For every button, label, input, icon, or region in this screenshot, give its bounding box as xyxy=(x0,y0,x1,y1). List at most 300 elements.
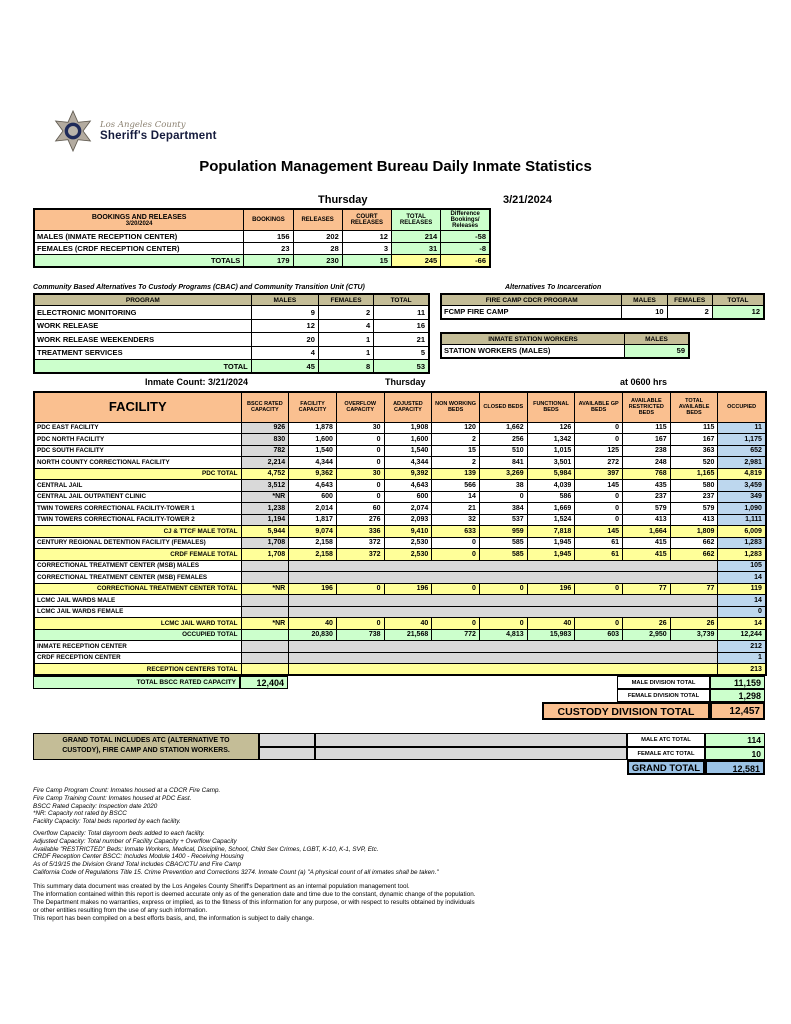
facility-table xyxy=(33,391,767,676)
footnote-line: Fire Camp Training Count: Inmates housed at PDC East. xyxy=(33,794,192,802)
cell: 2,158 xyxy=(289,537,337,549)
cell: 11 xyxy=(374,306,429,320)
grand-total-section xyxy=(33,733,765,775)
cell: 349 xyxy=(718,491,766,503)
cell: 119 xyxy=(718,583,766,595)
agency-county: Los Angeles County xyxy=(100,120,186,130)
cbac-totals-row xyxy=(34,360,429,374)
cell: 603 xyxy=(575,629,623,641)
row-label: WORK RELEASE xyxy=(34,319,251,333)
cell: 0 xyxy=(336,434,384,446)
footnote-line: Facility Capacity: Total beds reported by each facility. xyxy=(33,818,181,826)
facility-row xyxy=(34,537,766,549)
facility-row xyxy=(34,664,766,676)
cell: 30 xyxy=(336,422,384,434)
cell: RECEPTION CENTERS TOTAL xyxy=(34,664,241,676)
cell: 3,459 xyxy=(718,480,766,492)
cell: 1,540 xyxy=(289,445,337,457)
cbac-title: Community Based Alternatives To Custody Programs (CBAC) and Community Transition Unit (CTU) xyxy=(33,284,365,291)
grand-total-value: 12,581 xyxy=(705,760,765,775)
cell: 272 xyxy=(575,457,623,469)
footnote-line: Overflow Capacity: Total dayroom beds added to each facility. xyxy=(33,829,205,837)
row-label: FCMP FIRE CAMP xyxy=(441,306,622,319)
cell: 1,817 xyxy=(289,514,337,526)
cell: 1,662 xyxy=(479,422,527,434)
cell: 237 xyxy=(670,491,718,503)
cell: *NR xyxy=(241,618,289,630)
cell: -66 xyxy=(441,255,490,267)
cell xyxy=(241,629,289,641)
cell: 9 xyxy=(251,306,318,320)
cell xyxy=(289,652,718,664)
cell: 20,830 xyxy=(289,629,337,641)
cell: 0 xyxy=(336,457,384,469)
agency-name xyxy=(100,120,217,142)
cell: 8 xyxy=(318,360,373,374)
cell: 2,074 xyxy=(384,503,432,515)
fire-camp-table xyxy=(440,293,765,320)
cell: 5,944 xyxy=(241,526,289,538)
cell: 120 xyxy=(432,422,480,434)
cell: 5,984 xyxy=(527,468,575,480)
cell: 14 xyxy=(718,618,766,630)
cell: 4 xyxy=(318,319,373,333)
cell: CJ & TTCF MALE TOTAL xyxy=(34,526,241,538)
cell: 1,669 xyxy=(527,503,575,515)
cell: 4,039 xyxy=(527,480,575,492)
cell: 0 xyxy=(575,514,623,526)
cell: 77 xyxy=(623,583,671,595)
cell: 214 xyxy=(391,231,440,243)
cell: 2 xyxy=(667,306,712,319)
cell: 1,600 xyxy=(289,434,337,446)
facility-table-body xyxy=(34,422,766,675)
cell: 126 xyxy=(527,422,575,434)
cell: 363 xyxy=(670,445,718,457)
cell: 20 xyxy=(251,333,318,347)
cell: 579 xyxy=(670,503,718,515)
col-females: FEMALES xyxy=(318,294,373,306)
station-workers-header-row xyxy=(441,333,689,345)
cell: 10 xyxy=(622,306,667,319)
cell: 415 xyxy=(623,537,671,549)
cell: 1,945 xyxy=(527,549,575,561)
cell xyxy=(289,572,718,584)
cell: 4,752 xyxy=(241,468,289,480)
facility-row xyxy=(34,434,766,446)
cell: 768 xyxy=(623,468,671,480)
cell xyxy=(289,641,718,653)
cell: 662 xyxy=(670,549,718,561)
cell: 26 xyxy=(623,618,671,630)
cbac-row xyxy=(34,306,429,320)
cbac-row xyxy=(34,319,429,333)
cell: 413 xyxy=(670,514,718,526)
female-division-label: FEMALE DIVISION TOTAL xyxy=(617,689,710,702)
inmate-count-label: Inmate Count: 3/21/2024 xyxy=(145,377,249,387)
cell: 23 xyxy=(244,243,293,255)
cell: 77 xyxy=(670,583,718,595)
filler-cell xyxy=(315,733,627,747)
cell: NORTH COUNTY CORRECTIONAL FACILITY xyxy=(34,457,241,469)
col-available-gp-beds: AVAILABLE GP BEDS xyxy=(575,392,623,422)
cell: 372 xyxy=(336,537,384,549)
cell: 245 xyxy=(391,255,440,267)
facility-row xyxy=(34,560,766,572)
cell: 537 xyxy=(479,514,527,526)
cell: CORRECTIONAL TREATMENT CENTER TOTAL xyxy=(34,583,241,595)
agency-department: Sheriff's Department xyxy=(100,130,217,142)
cell: 1 xyxy=(318,333,373,347)
cell: 12 xyxy=(712,306,764,319)
cell: 2 xyxy=(432,434,480,446)
facility-row xyxy=(34,618,766,630)
cell: 0 xyxy=(432,537,480,549)
cell: 4,643 xyxy=(289,480,337,492)
cell: 21 xyxy=(374,333,429,347)
cell: 0 xyxy=(479,583,527,595)
cell: 4,344 xyxy=(384,457,432,469)
cell xyxy=(241,606,289,618)
col-non-working-beds: NON WORKING BEDS xyxy=(432,392,480,422)
grand-total-note-line1: GRAND TOTAL INCLUDES ATC (ALTERNATIVE TO xyxy=(62,737,230,744)
cell: 105 xyxy=(718,560,766,572)
cell: CENTRAL JAIL OUTPATIENT CLINIC xyxy=(34,491,241,503)
facility-row xyxy=(34,422,766,434)
bookings-title-cell xyxy=(34,209,244,231)
cell xyxy=(241,595,289,607)
cell: 213 xyxy=(718,664,766,676)
cell: 26 xyxy=(670,618,718,630)
cell: 1,165 xyxy=(670,468,718,480)
cell: 4 xyxy=(251,346,318,360)
cell xyxy=(241,560,289,572)
cell: 9,074 xyxy=(289,526,337,538)
facility-header-row xyxy=(34,392,766,422)
cell: 21 xyxy=(432,503,480,515)
sheriff-logo xyxy=(52,108,217,154)
cell: 585 xyxy=(479,549,527,561)
cell: 510 xyxy=(479,445,527,457)
cell: 125 xyxy=(575,445,623,457)
col-total-available-beds: TOTAL AVAILABLE BEDS xyxy=(670,392,718,422)
facility-row xyxy=(34,595,766,607)
cell: 1,600 xyxy=(384,434,432,446)
facility-row xyxy=(34,583,766,595)
disclaimer-line: This report has been compiled on a best efforts basis, and, the information is subject to daily change. xyxy=(33,915,314,922)
cell: 1,111 xyxy=(718,514,766,526)
cell: CRDF RECEPTION CENTER xyxy=(34,652,241,664)
sheriff-star-badge-icon xyxy=(52,108,94,154)
cell: LCMC JAIL WARD TOTAL xyxy=(34,618,241,630)
col-adjusted-capacity: ADJUSTED CAPACITY xyxy=(384,392,432,422)
cell: 139 xyxy=(432,468,480,480)
cell: 0 xyxy=(432,583,480,595)
col-males: MALES xyxy=(251,294,318,306)
cell: 2,530 xyxy=(384,549,432,561)
female-atc-label: FEMALE ATC TOTAL xyxy=(627,747,705,761)
col-facility-capacity: FACILITY CAPACITY xyxy=(289,392,337,422)
cell: CRDF FEMALE TOTAL xyxy=(34,549,241,561)
disclaimer xyxy=(33,883,475,923)
cell: 435 xyxy=(623,480,671,492)
cell: 1,283 xyxy=(718,549,766,561)
cell: 4,344 xyxy=(289,457,337,469)
male-division-value: 11,159 xyxy=(710,676,765,689)
cell: 21,568 xyxy=(384,629,432,641)
cell: 145 xyxy=(575,526,623,538)
female-division-value: 1,298 xyxy=(710,689,765,702)
disclaimer-line: The information contained within this report is deemed accurate only as of the generation date and time due to the constant, dynamic change of the population. xyxy=(33,891,476,898)
footnote-line: *NR: Capacity not rated by BSCC xyxy=(33,810,127,818)
cell: 59 xyxy=(625,345,689,358)
cell: 580 xyxy=(670,480,718,492)
cell: 2,158 xyxy=(289,549,337,561)
cell: CENTURY REGIONAL DETENTION FACILITY (FEMALES) xyxy=(34,537,241,549)
bookings-releases-table xyxy=(33,208,491,268)
cell: 1,524 xyxy=(527,514,575,526)
col-total: TOTAL xyxy=(712,294,764,306)
row-label: MALES (INMATE RECEPTION CENTER) xyxy=(34,231,244,243)
cell: 32 xyxy=(432,514,480,526)
cell: 14 xyxy=(432,491,480,503)
cell: 1,878 xyxy=(289,422,337,434)
facility-row xyxy=(34,457,766,469)
cell: 14 xyxy=(718,595,766,607)
cell: 1,238 xyxy=(241,503,289,515)
summary-row-custody xyxy=(33,702,765,720)
row-label: WORK RELEASE WEEKENDERS xyxy=(34,333,251,347)
cell: 248 xyxy=(623,457,671,469)
cell: PDC SOUTH FACILITY xyxy=(34,445,241,457)
cell: 5 xyxy=(374,346,429,360)
cell: 2,214 xyxy=(241,457,289,469)
cell xyxy=(241,572,289,584)
filler-cell xyxy=(259,733,315,747)
cell: 276 xyxy=(336,514,384,526)
station-workers-row xyxy=(441,345,689,358)
cell: 1,664 xyxy=(623,526,671,538)
cell: 15 xyxy=(342,255,391,267)
bookings-title: BOOKINGS AND RELEASES xyxy=(91,213,187,221)
facility-row xyxy=(34,641,766,653)
cell: 0 xyxy=(575,503,623,515)
station-workers-table xyxy=(440,332,690,359)
cell: 15 xyxy=(432,445,480,457)
cell: 0 xyxy=(432,618,480,630)
facility-row xyxy=(34,491,766,503)
cell: TWIN TOWERS CORRECTIONAL FACILITY-TOWER 2 xyxy=(34,514,241,526)
cell: 0 xyxy=(336,445,384,457)
row-label: TOTALS xyxy=(34,255,244,267)
col-bscc-rated-capacity: BSCC RATED CAPACITY xyxy=(241,392,289,422)
cell: 415 xyxy=(623,549,671,561)
cell: 2,950 xyxy=(623,629,671,641)
col-total-releases: TOTAL RELEASES xyxy=(391,209,440,231)
cell: 1,342 xyxy=(527,434,575,446)
inmate-count-time: at 0600 hrs xyxy=(620,377,668,387)
cell: 830 xyxy=(241,434,289,446)
cell: 926 xyxy=(241,422,289,434)
cell: 0 xyxy=(336,618,384,630)
grand-total-label: GRAND TOTAL xyxy=(627,760,705,775)
cell: 1 xyxy=(318,346,373,360)
cell: 12 xyxy=(342,231,391,243)
cell xyxy=(289,664,718,676)
col-available-restricted-beds: AVAILABLE RESTRICTED BEDS xyxy=(623,392,671,422)
col-court-releases: COURT RELEASES xyxy=(342,209,391,231)
cell: PDC EAST FACILITY xyxy=(34,422,241,434)
col-inmate-station-workers: INMATE STATION WORKERS xyxy=(441,333,625,345)
male-division-label: MALE DIVISION TOTAL xyxy=(617,676,710,689)
cell: 7,818 xyxy=(527,526,575,538)
cell: 31 xyxy=(391,243,440,255)
total-bscc-label: TOTAL BSCC RATED CAPACITY xyxy=(33,676,240,689)
cell: 1,540 xyxy=(384,445,432,457)
disclaimer-line: The Department makes no warranties, express or implied, as to the fitness of this information for any purpose, or with respect to results obtained by individuals xyxy=(33,899,475,906)
facility-row xyxy=(34,445,766,457)
cell: 6,009 xyxy=(718,526,766,538)
cbac-row xyxy=(34,346,429,360)
cell: 53 xyxy=(374,360,429,374)
cell: LCMC JAIL WARDS FEMALE xyxy=(34,606,241,618)
footnote-line: CRDF Reception Center BSCC: Includes Module 1400 - Receiving Housing xyxy=(33,853,244,861)
cell: 3,512 xyxy=(241,480,289,492)
cell: 2 xyxy=(432,457,480,469)
cell: -58 xyxy=(441,231,490,243)
cell: 40 xyxy=(527,618,575,630)
cell: 1,945 xyxy=(527,537,575,549)
footnote-line: As of 5/19/15 the Division Grand Total includes CBAC/CTU and Fire Camp xyxy=(33,861,242,869)
cell: 4,819 xyxy=(718,468,766,480)
cell: 9,410 xyxy=(384,526,432,538)
cell: 1,175 xyxy=(718,434,766,446)
col-males: MALES xyxy=(622,294,667,306)
cell: 782 xyxy=(241,445,289,457)
facility-row xyxy=(34,549,766,561)
facility-row xyxy=(34,652,766,664)
cell: 384 xyxy=(479,503,527,515)
col-males: MALES xyxy=(625,333,689,345)
cell: 586 xyxy=(527,491,575,503)
cell: 156 xyxy=(244,231,293,243)
col-fire-camp-program: FIRE CAMP CDCR PROGRAM xyxy=(441,294,622,306)
cell xyxy=(241,652,289,664)
disclaimer-line: or other entities resulting from the use of any such information. xyxy=(33,907,208,914)
cell: 196 xyxy=(384,583,432,595)
cell: 2,530 xyxy=(384,537,432,549)
cell: 16 xyxy=(374,319,429,333)
cell: 0 xyxy=(479,618,527,630)
report-date: 3/21/2024 xyxy=(503,194,552,206)
cell: 167 xyxy=(623,434,671,446)
custody-division-label: CUSTODY DIVISION TOTAL xyxy=(542,702,710,720)
cell: 520 xyxy=(670,457,718,469)
cell xyxy=(289,595,718,607)
cell: 9,392 xyxy=(384,468,432,480)
cell: 14 xyxy=(718,572,766,584)
bookings-row-females xyxy=(34,243,490,255)
cbac-header-row xyxy=(34,294,429,306)
col-bookings: BOOKINGS xyxy=(244,209,293,231)
cell: 115 xyxy=(623,422,671,434)
cbac-table xyxy=(33,293,430,374)
cell: 256 xyxy=(479,434,527,446)
cell: 4,643 xyxy=(384,480,432,492)
cell: 662 xyxy=(670,537,718,549)
facility-row xyxy=(34,480,766,492)
cell: 196 xyxy=(527,583,575,595)
col-facility: FACILITY xyxy=(34,392,241,422)
cell: OCCUPIED TOTAL xyxy=(34,629,241,641)
cell: 600 xyxy=(289,491,337,503)
col-closed-beds: CLOSED BEDS xyxy=(479,392,527,422)
cell: INMATE RECEPTION CENTER xyxy=(34,641,241,653)
report-day: Thursday xyxy=(318,194,368,206)
col-females: FEMALES xyxy=(667,294,712,306)
cell: 61 xyxy=(575,549,623,561)
cell: 115 xyxy=(670,422,718,434)
facility-row xyxy=(34,468,766,480)
cell: 40 xyxy=(289,618,337,630)
cell: *NR xyxy=(241,491,289,503)
cell: 202 xyxy=(293,231,342,243)
cbac-row xyxy=(34,333,429,347)
cell: 1,090 xyxy=(718,503,766,515)
cell: 11 xyxy=(718,422,766,434)
facility-row xyxy=(34,526,766,538)
cell: 959 xyxy=(479,526,527,538)
cell: PDC TOTAL xyxy=(34,468,241,480)
cell: 61 xyxy=(575,537,623,549)
cell: 1 xyxy=(718,652,766,664)
cell: 336 xyxy=(336,526,384,538)
cell: 633 xyxy=(432,526,480,538)
cell: 0 xyxy=(336,480,384,492)
footnote-line: Available "RESTRICTED" Beds: Inmate Workers, Medical, Discipline, School, Child Sex Crimes, LGBT, K-10, K-1, SVP, Etc. xyxy=(33,845,379,853)
cell: 2,093 xyxy=(384,514,432,526)
cell: 45 xyxy=(251,360,318,374)
cell: 212 xyxy=(718,641,766,653)
footnote-line: Fire Camp Program Count: Inmates housed at a CDCR Fire Camp. xyxy=(33,787,221,794)
inmate-count-day: Thursday xyxy=(385,377,426,387)
cell: 0 xyxy=(575,491,623,503)
row-label: TOTAL xyxy=(34,360,251,374)
cell: 413 xyxy=(623,514,671,526)
cell: -8 xyxy=(441,243,490,255)
cell: 600 xyxy=(384,491,432,503)
cell: 372 xyxy=(336,549,384,561)
cell: TWIN TOWERS CORRECTIONAL FACILITY-TOWER 1 xyxy=(34,503,241,515)
cell: PDC NORTH FACILITY xyxy=(34,434,241,446)
facility-section xyxy=(33,391,765,720)
cell: 2 xyxy=(318,306,373,320)
cell: 585 xyxy=(479,537,527,549)
cell xyxy=(241,664,289,676)
cell: 2,981 xyxy=(718,457,766,469)
cell: 1,809 xyxy=(670,526,718,538)
female-atc-value: 10 xyxy=(705,747,765,761)
cell: 772 xyxy=(432,629,480,641)
cell: 9,362 xyxy=(289,468,337,480)
cell: 3,501 xyxy=(527,457,575,469)
cell: 196 xyxy=(289,583,337,595)
cell: 652 xyxy=(718,445,766,457)
cell: 1,283 xyxy=(718,537,766,549)
cell xyxy=(241,641,289,653)
cell: 145 xyxy=(575,480,623,492)
cell: 1,708 xyxy=(241,549,289,561)
